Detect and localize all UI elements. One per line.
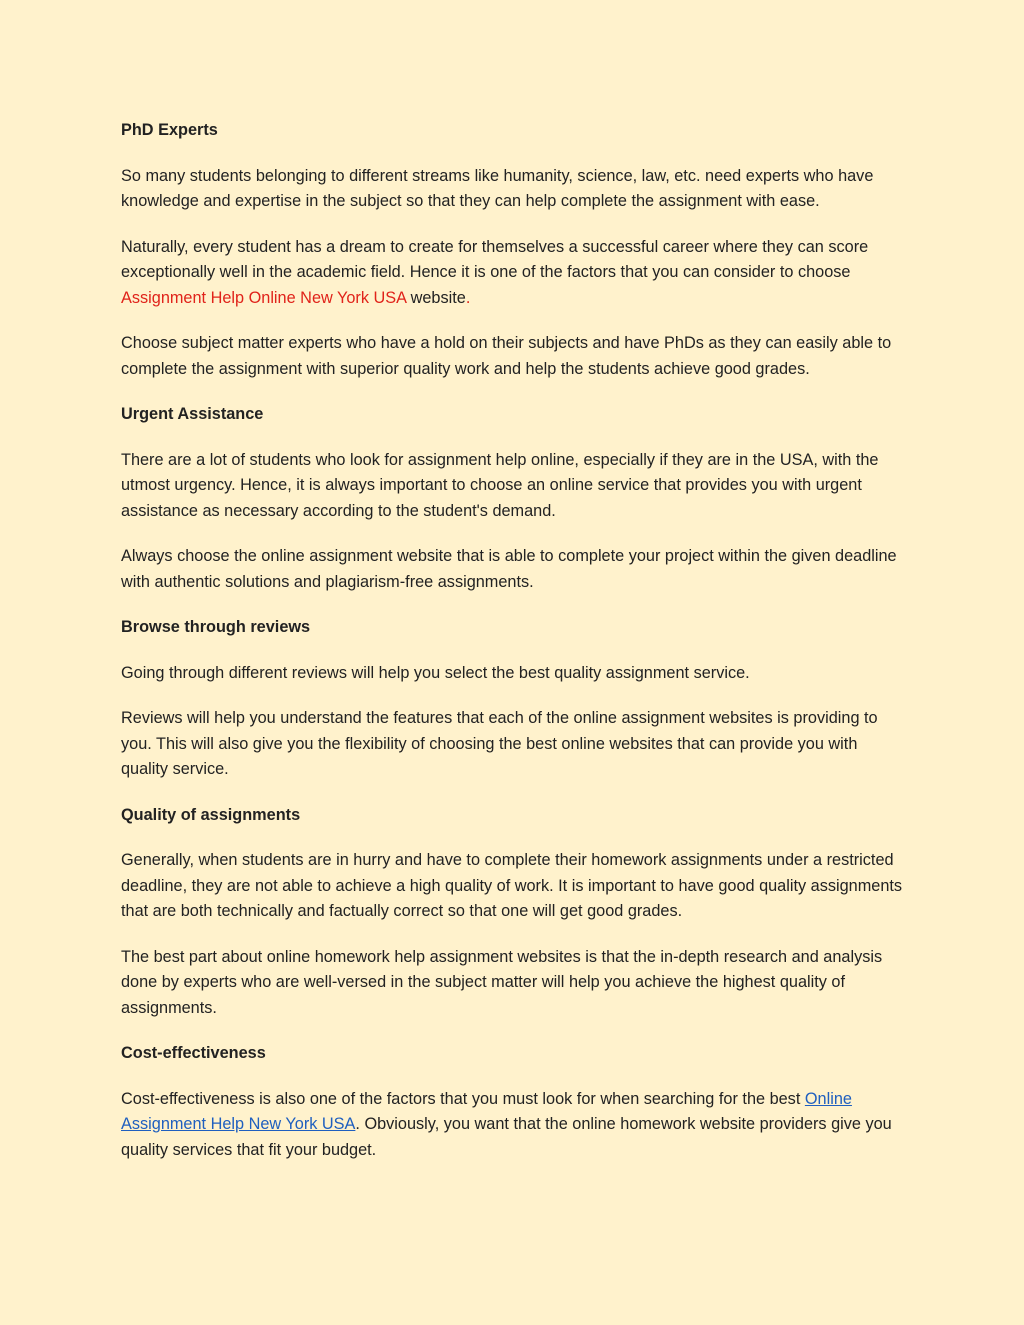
paragraph-cost-1-text: Cost-effectiveness is also one of the factors that you must look for when searching for the best: [121, 1089, 805, 1108]
heading-cost-effectiveness: Cost-effectiveness: [121, 1044, 266, 1062]
assignment-help-red-link[interactable]: Assignment Help Online New York USA: [121, 288, 407, 307]
paragraph-quality-1: Generally, when students are in hurry and have to complete their homework assignments under a restricted deadline, they are not able to achieve a high quality of work. It is important to have good quality assignments that are both technically and factually correct so that one will get good grades.: [121, 851, 903, 920]
paragraph-reviews-2: Reviews will help you understand the features that each of the online assignment websites is providing to you. This will also give you the flexibility of choosing the best online websites that can provide you with quality service.: [121, 709, 878, 778]
paragraph-phd-1: So many students belonging to different streams like humanity, science, law, etc. need experts who have knowledge and expertise in the subject so that they can help complete the assignment with ease.: [121, 166, 874, 210]
paragraph-quality-2: The best part about online homework help assignment websites is that the in-depth research and analysis done by experts who are well-versed in the subject matter will help you achieve the highest quality of assignments.: [121, 947, 883, 1017]
heading-quality-assignments: Quality of assignments: [121, 805, 301, 824]
paragraph-phd-2-after: website: [406, 288, 466, 307]
paragraph-phd-2: [121, 235, 904, 312]
online-assignment-help-link[interactable]: Online Assignment Help New York USA: [121, 1089, 852, 1133]
paragraph-phd-2-text: Naturally, every student has a dream to create for themselves a successful career where they can score exceptionally well in the academic field. Hence it is one of the factors that you can consider to choose: [121, 237, 869, 281]
paragraph-cost-1: [121, 1087, 904, 1164]
heading-phd-experts: PhD Experts: [121, 121, 218, 139]
heading-urgent-assistance: Urgent Assistance: [121, 405, 264, 423]
paragraph-phd-3: Choose subject matter experts who have a hold on their subjects and have PhDs as they can easily able to complete the assignment with superior quality work and help the students achieve good grades.: [121, 334, 892, 378]
paragraph-phd-2-end: .: [465, 288, 471, 307]
heading-browse-reviews: Browse through reviews: [121, 618, 311, 636]
paragraph-reviews-1: Going through different reviews will help you select the best quality assignment service.: [121, 663, 750, 682]
paragraph-cost-1-after: . Obviously, you want that the online homework website providers give you quality services that fit your budget.: [121, 1115, 892, 1159]
paragraph-urgent-2: Always choose the online assignment website that is able to complete your project within the given deadline with authentic solutions and plagiarism-free assignments.: [121, 547, 897, 591]
paragraph-urgent-1: There are a lot of students who look for assignment help online, especially if they are in the USA, with the utmost urgency. Hence, it is always important to choose an online service that provides you with urgent assistance as necessary according to the student's demand.: [121, 450, 879, 520]
